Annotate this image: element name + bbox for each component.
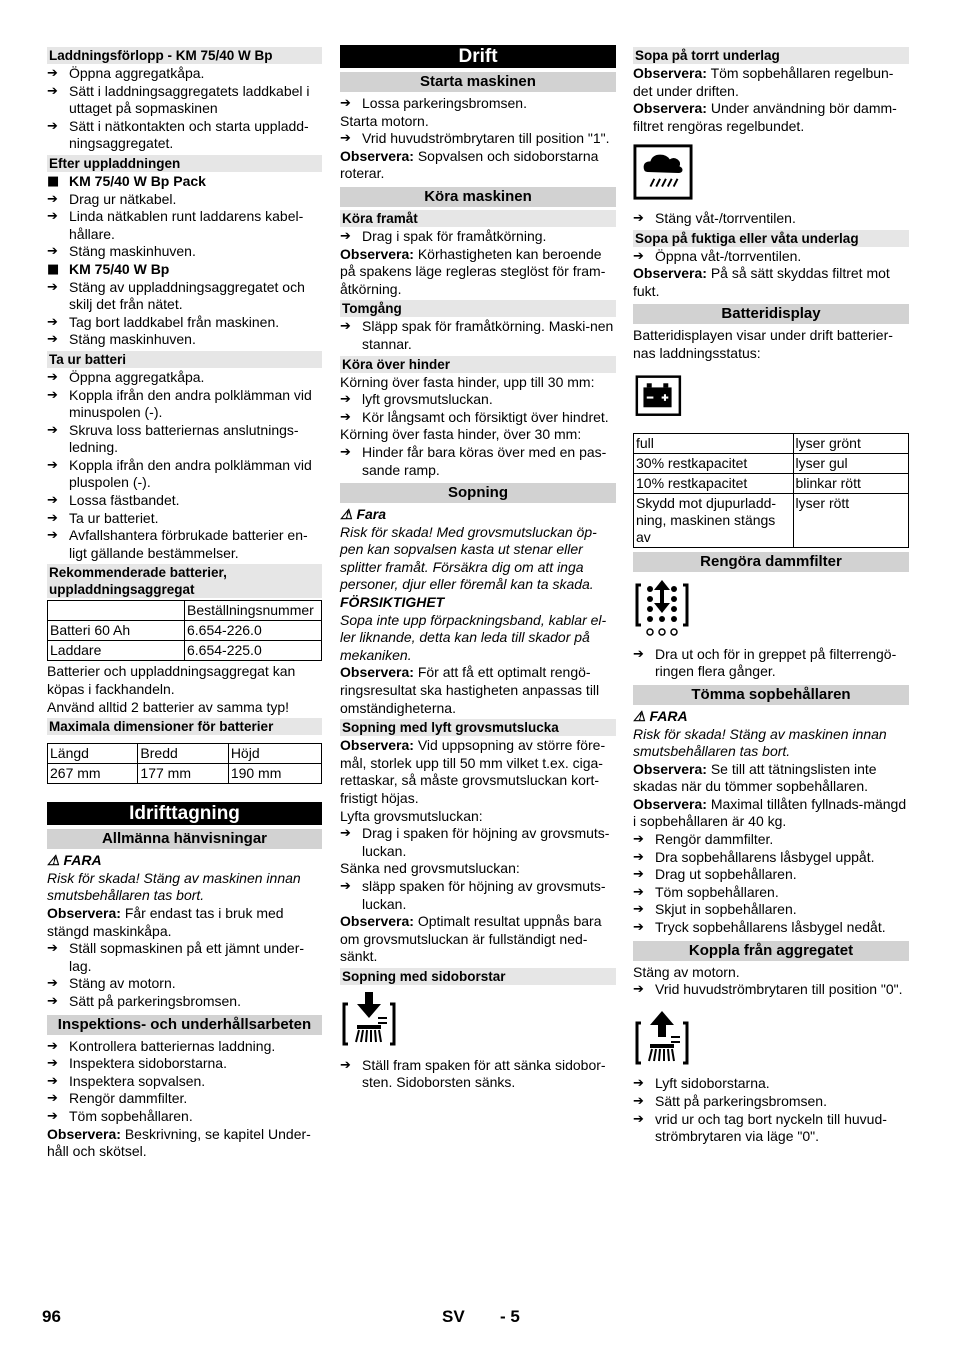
table-row xyxy=(48,601,322,621)
text: Batteridisplayen visar under drift batterier-nas laddningsstatus: xyxy=(633,327,893,361)
list-item: ➔ Lossa parkeringsbromsen. xyxy=(340,95,527,111)
list-item xyxy=(340,391,616,409)
arrow-icon: ➔ xyxy=(633,1094,644,1109)
list-item xyxy=(633,919,909,937)
section-title: Sopa på torrt underlag xyxy=(633,47,909,64)
table-cell: Batteri 60 Ah xyxy=(48,621,185,641)
section-title: Tömma sopbehållaren xyxy=(633,685,909,705)
list-item-text: Öppna aggregatkåpa. xyxy=(69,368,205,385)
list-item xyxy=(340,409,616,427)
list-item-text: Skruva loss batteriernas anslutnings-ledning. xyxy=(69,421,299,456)
arrow-icon: ➔ xyxy=(47,279,58,295)
list-item-text: Stäng av motorn. xyxy=(69,975,176,992)
table-row xyxy=(48,764,322,784)
note: Observera: Se till att tätningslisten inte skadas när du tömmer sopbehållaren. xyxy=(633,760,877,795)
list-item xyxy=(47,457,322,492)
list-item-text: Rengör dammfilter. xyxy=(69,1090,188,1107)
list-item-text: lyft grovsmutsluckan. xyxy=(362,391,493,408)
list-item: ➔ Släpp spak för framåtkörning. Maski-nen stannar. xyxy=(340,318,614,352)
arrow-icon: ➔ xyxy=(633,248,644,264)
list xyxy=(47,940,322,1010)
note: Observera: Under användning bör damm-filtret rengöras regelbundet. xyxy=(633,100,897,134)
list-item xyxy=(47,422,322,457)
list-item-text: Stäng maskinhuven. xyxy=(69,243,196,260)
dimension-table xyxy=(47,743,322,784)
table-cell: 177 mm xyxy=(138,764,228,784)
table-row xyxy=(48,641,322,661)
list-item-text: Lyft sidoborstarna. xyxy=(655,1075,770,1092)
list-item-text: Avfallshantera förbrukade batterier en-ligt gällande bestämmelser. xyxy=(69,527,308,561)
table-cell: full xyxy=(634,434,794,454)
list-item-text: Sätt på parkeringsbromsen. xyxy=(655,1093,827,1109)
list xyxy=(633,831,909,937)
arrow-icon: ➔ xyxy=(633,832,644,848)
arrow-icon: ➔ xyxy=(633,646,644,662)
table-cell: blinkar rött xyxy=(793,474,909,494)
table-cell: lyser grönt xyxy=(793,434,909,454)
caution-label: FÖRSIKTIGHET xyxy=(340,594,445,611)
list-item xyxy=(633,1093,909,1111)
note: Observera: Sopvalsen och sidoborstarna roterar. xyxy=(340,147,599,182)
arrow-icon: ➔ xyxy=(633,210,644,226)
section-title: Ta ur batteri xyxy=(47,351,322,368)
arrow-icon: ➔ xyxy=(633,920,644,936)
list-item: ■ KM 75/40 W Bp Pack xyxy=(47,172,206,189)
list-item: ➔ Öppna våt-/torrventilen. xyxy=(633,247,802,264)
arrow-icon: ➔ xyxy=(340,131,351,147)
list-item xyxy=(633,884,909,902)
arrow-icon: ➔ xyxy=(47,993,58,1009)
section-title: Starta maskinen xyxy=(340,72,616,92)
arrow-icon: ➔ xyxy=(340,392,351,408)
arrow-icon: ➔ xyxy=(340,409,351,425)
list-item-text: Linda nätkablen runt laddarens kabel-hållare. xyxy=(69,208,304,242)
warning: ⚠ FARA xyxy=(47,852,102,869)
list-item xyxy=(47,191,322,209)
arrow-icon: ➔ xyxy=(47,1091,58,1107)
table-cell: 6.654-226.0 xyxy=(185,621,322,641)
list-item xyxy=(47,1073,322,1091)
section-title: Rekommenderade batterier, uppladdningsaggregat xyxy=(47,564,322,598)
arrow-icon: ➔ xyxy=(340,96,351,111)
arrow-icon: ➔ xyxy=(47,1073,58,1089)
warning-triangle-icon: ⚠ xyxy=(633,707,646,724)
section-title: Sopning med sidoborstar xyxy=(340,968,616,985)
list-item xyxy=(47,387,322,422)
language-code: SV xyxy=(442,1307,465,1326)
arrow-icon: ➔ xyxy=(47,422,58,438)
text: Körning över fasta hinder, över 30 mm: xyxy=(340,426,582,443)
list-item: ➔ Stäng våt-/torrventilen. xyxy=(633,209,796,226)
note: Observera: Maximal tillåten fyllnads-mängd i sopbehållaren är 40 kg. xyxy=(633,795,907,830)
arrow-icon: ➔ xyxy=(47,457,58,473)
list-item xyxy=(47,975,322,993)
text: Använd alltid 2 batterier av samma typ! xyxy=(47,698,290,715)
column-1 xyxy=(47,45,322,1161)
list-item xyxy=(47,279,322,314)
table-row xyxy=(634,494,909,548)
table-cell: lyser rött xyxy=(793,494,909,548)
text: Stäng av motorn. xyxy=(633,963,740,980)
list-item xyxy=(47,331,322,349)
arrow-icon: ➔ xyxy=(47,66,58,81)
arrow-icon: ➔ xyxy=(633,1076,644,1092)
warning: ⚠ Fara xyxy=(340,506,387,523)
table-cell: Bredd xyxy=(138,744,228,764)
arrow-icon: ➔ xyxy=(340,826,351,842)
list-item-text: Kontrollera batteriernas laddning. xyxy=(69,1037,276,1054)
text: Lyfta grovsmutsluckan: xyxy=(340,807,483,824)
list-item-text: Dra sopbehållarens låsbygel uppåt. xyxy=(655,848,875,865)
table-cell: 6.654-225.0 xyxy=(185,641,322,661)
table-row xyxy=(48,621,322,641)
arrow-icon: ➔ xyxy=(47,1056,58,1072)
brush-lower-icon xyxy=(340,990,400,1048)
arrow-icon: ➔ xyxy=(633,884,644,900)
arrow-icon: ➔ xyxy=(47,209,58,225)
chapter-title: Drift xyxy=(340,45,616,68)
list-item-text: Tryck sopbehållarens låsbygel nedåt. xyxy=(655,919,886,936)
note: Observera: På så sätt skyddas filtret mot fukt. xyxy=(633,265,890,299)
section-title: Rengöra dammfilter xyxy=(633,552,909,572)
arrow-icon: ➔ xyxy=(47,510,58,526)
list-item: ➔ släpp spaken för höjning av grovsmuts-luckan. xyxy=(340,877,606,912)
warning-triangle-icon: ⚠ xyxy=(340,506,353,523)
list-item-text: Koppla ifrån den andra polklämman vid pluspolen (-). xyxy=(69,456,312,491)
note: Observera: Får endast tas i bruk med stängd maskinkåpa. xyxy=(47,905,284,939)
list xyxy=(47,1038,322,1126)
table-cell: lyser gul xyxy=(793,454,909,474)
list-item-text: Lossa fästbandet. xyxy=(69,492,180,509)
table-cell: Laddare xyxy=(48,641,185,661)
list-item xyxy=(47,208,322,243)
list-item xyxy=(47,1090,322,1108)
list-item-text: Stäng maskinhuven. xyxy=(69,331,196,348)
list-item xyxy=(47,118,322,153)
list xyxy=(47,279,322,349)
list-item: ➔ Vrid huvudströmbrytaren till position "0". xyxy=(633,981,903,998)
list-item-text: Sätt på parkeringsbromsen. xyxy=(69,992,241,1009)
section-title: Sopa på fuktiga eller våta underlag xyxy=(633,230,909,247)
arrow-icon: ➔ xyxy=(47,941,58,957)
filter-shake-icon xyxy=(633,579,693,637)
list-item-text: Rengör dammfilter. xyxy=(655,831,774,848)
list-item-text: Stäng av uppladdningsaggregatet och skilj det från nätet. xyxy=(69,278,305,313)
note: Observera: Körhastigheten kan beroende på spakens läge regleras steglöst för fram-åtkörning. xyxy=(340,245,606,297)
note: Observera: För att få ett optimalt rengö-ringsresultat ska hastigheten anpassas till omständigheterna. xyxy=(340,664,600,716)
arrow-icon: ➔ xyxy=(340,1057,351,1073)
list-item-text: vrid ur och tag bort nyckeln till huvud-strömbrytaren via läge "0". xyxy=(655,1110,887,1145)
arrow-icon: ➔ xyxy=(340,878,351,894)
arrow-icon: ➔ xyxy=(47,387,58,403)
arrow-icon: ➔ xyxy=(340,228,351,244)
table-cell: 190 mm xyxy=(228,764,321,784)
table-cell: 10% restkapacitet xyxy=(634,474,794,494)
list-item-text: Ta ur batteriet. xyxy=(69,509,159,526)
list-item-text: Töm sopbehållaren. xyxy=(69,1107,193,1124)
list-item xyxy=(47,1038,322,1056)
arrow-icon: ➔ xyxy=(47,83,58,99)
warning-text: Risk för skada! Med grovsmutsluckan öp-pen kan sopvalsen kasta ut stenar eller splitter framåt. Försäkra dig om att inga personer, djur eller föremål kan ta skada. xyxy=(340,523,597,593)
list-item-text: Ställ sopmaskinen på ett jämnt under-lag. xyxy=(69,940,305,974)
warning-text: Risk för skada! Stäng av maskinen innan smutsbehållaren tas bort. xyxy=(633,725,887,760)
list xyxy=(47,65,322,153)
list-item xyxy=(47,1108,322,1126)
table-cell: 267 mm xyxy=(48,764,138,784)
list-item xyxy=(47,940,322,975)
list-item-text: Sätt i laddningsaggregatets laddkabel i uttaget på sopmaskinen xyxy=(69,82,310,117)
list-item xyxy=(47,369,322,387)
table-row xyxy=(634,434,909,454)
battery-table xyxy=(47,600,322,661)
list-item-text: Drag ut sopbehållaren. xyxy=(655,866,797,883)
column-2 xyxy=(340,45,616,1092)
arrow-icon: ➔ xyxy=(47,244,58,260)
arrow-icon: ➔ xyxy=(47,493,58,509)
note: Observera: Töm sopbehållaren regelbun-det under driften. xyxy=(633,65,894,99)
battery-display-table xyxy=(633,433,909,548)
arrow-icon: ➔ xyxy=(633,849,644,865)
list-item xyxy=(633,831,909,849)
list-item xyxy=(47,527,322,562)
arrow-icon: ➔ xyxy=(633,1111,644,1127)
list-item xyxy=(633,1075,909,1093)
list-item: ➔ Vrid huvudströmbrytaren till position "1". xyxy=(340,130,610,147)
list-item-text: Inspektera sopvalsen. xyxy=(69,1072,206,1089)
section-title: Köra över hinder xyxy=(340,356,616,373)
list-item xyxy=(47,65,322,83)
table-cell xyxy=(48,601,185,621)
note: Observera: Beskrivning, se kapitel Under-håll och skötsel. xyxy=(47,1125,311,1160)
table-cell: Längd xyxy=(48,744,138,764)
list-item-text: Drag ur nätkabel. xyxy=(69,190,177,207)
note: Observera: Vid uppsopning av större före-mål, storlek upp till 50 mm vilket t.ex. ciga-rettaskar, så måste grovsmutsluckan kort-fristigt höjas. xyxy=(340,737,606,806)
list xyxy=(47,191,322,261)
section-title: Sopning xyxy=(340,483,616,503)
table-row xyxy=(634,474,909,494)
arrow-icon: ➔ xyxy=(47,528,58,544)
arrow-icon: ➔ xyxy=(47,369,58,385)
arrow-icon: ➔ xyxy=(633,902,644,918)
list-item: ■ KM 75/40 W Bp xyxy=(47,260,170,277)
arrow-icon: ➔ xyxy=(47,1108,58,1124)
list-item xyxy=(47,993,322,1011)
warning-triangle-icon: ⚠ xyxy=(47,852,60,869)
section-title: Efter uppladdningen xyxy=(47,155,322,172)
arrow-icon: ➔ xyxy=(633,867,644,883)
list-item-text: Skjut in sopbehållaren. xyxy=(655,901,797,918)
arrow-icon: ➔ xyxy=(47,191,58,207)
text: Starta motorn. xyxy=(340,112,429,129)
square-bullet-icon: ■ xyxy=(47,261,60,277)
text: Körning över fasta hinder, upp till 30 mm: xyxy=(340,373,595,390)
section-title: Maximala dimensioner för batterier xyxy=(47,718,322,735)
chapter-title: Idrifttagning xyxy=(47,802,322,825)
page-number: 96 xyxy=(42,1307,61,1326)
list-item xyxy=(633,866,909,884)
square-bullet-icon: ■ xyxy=(47,173,60,189)
list-item: ➔ Drag i spaken för höjning av grovsmuts-luckan. xyxy=(340,825,610,859)
list-item-text: Tag bort laddkabel från maskinen. xyxy=(69,313,280,330)
list-item: ➔ Dra ut och för in greppet på filterrengö-ringen flera gånger. xyxy=(633,645,897,680)
list-item xyxy=(47,510,322,528)
list-item xyxy=(47,314,322,332)
list-item: ➔ Hinder får bara köras över med en pas-sande ramp. xyxy=(340,443,607,478)
section-title: Sopning med lyft grovsmutslucka xyxy=(340,719,616,736)
list-item xyxy=(47,1055,322,1073)
warning-text: Risk för skada! Stäng av maskinen innan smutsbehållaren tas bort. xyxy=(47,869,301,904)
section-title: Tomgång xyxy=(340,300,616,317)
rain-cloud-icon xyxy=(633,143,693,201)
list-item xyxy=(47,492,322,510)
column-3 xyxy=(633,45,909,1146)
list-item xyxy=(633,901,909,919)
list xyxy=(340,391,616,426)
battery-icon xyxy=(633,375,687,423)
text: Sänka ned grovsmutsluckan: xyxy=(340,860,520,877)
list-item xyxy=(633,1111,909,1146)
caution-text: Sopa inte upp förpackningsband, kablar el-ler liknande, detta kan leda till skador på mekaniken. xyxy=(340,611,607,663)
section-title: Batteridisplay xyxy=(633,304,909,324)
table-cell: 30% restkapacitet xyxy=(634,454,794,474)
section-title: Koppla från aggregatet xyxy=(633,941,909,961)
table-cell: Höjd xyxy=(228,744,321,764)
arrow-icon: ➔ xyxy=(47,1038,58,1054)
list xyxy=(633,1075,909,1145)
list-item-text: Kör långsamt och försiktigt över hindret. xyxy=(362,408,609,425)
brush-raise-icon xyxy=(633,1009,693,1067)
note: Observera: Optimalt resultat uppnås bara om grovsmutsluckan är fullständigt ned-sänkt. xyxy=(340,913,602,965)
text: Batterier och uppladdningsaggregat kan köpas i fackhandeln. xyxy=(47,663,296,698)
warning: ⚠ FARA xyxy=(633,707,688,724)
arrow-icon: ➔ xyxy=(47,332,58,348)
list-item: ➔ Ställ fram spaken för att sänka sidobor-sten. Sidoborsten sänks. xyxy=(340,1056,606,1091)
list-item xyxy=(47,243,322,261)
list-item-text: Sätt i nätkontakten och starta uppladd-ningsaggregatet. xyxy=(69,117,309,152)
table-cell: Beställningsnummer xyxy=(185,601,322,621)
section-number: - 5 xyxy=(500,1307,520,1326)
arrow-icon: ➔ xyxy=(47,118,58,134)
arrow-icon: ➔ xyxy=(340,444,351,460)
table-row xyxy=(634,454,909,474)
section-title: Laddningsförlopp - KM 75/40 W Bp xyxy=(47,47,322,64)
table-cell: Skydd mot djupurladd-ning, maskinen stängs av xyxy=(634,494,794,548)
list-item: ➔ Drag i spak för framåtkörning. xyxy=(340,227,547,244)
section-title: Allmänna hänvisningar xyxy=(47,829,322,849)
list-item-text: Töm sopbehållaren. xyxy=(655,883,779,900)
section-title: Inspektions- och underhållsarbeten xyxy=(47,1015,322,1035)
list-item-text: Koppla ifrån den andra polklämman vid minuspolen (-). xyxy=(69,386,312,421)
arrow-icon: ➔ xyxy=(47,976,58,992)
section-title: Köra maskinen xyxy=(340,187,616,207)
list-item-text: Öppna aggregatkåpa. xyxy=(69,65,205,81)
list-item xyxy=(47,83,322,118)
list-item xyxy=(633,849,909,867)
section-title: Köra framåt xyxy=(340,210,616,227)
arrow-icon: ➔ xyxy=(340,319,351,335)
arrow-icon: ➔ xyxy=(633,982,644,998)
list xyxy=(47,369,322,563)
arrow-icon: ➔ xyxy=(47,314,58,330)
table-row xyxy=(48,744,322,764)
list-item-text: Inspektera sidoborstarna. xyxy=(69,1055,227,1072)
